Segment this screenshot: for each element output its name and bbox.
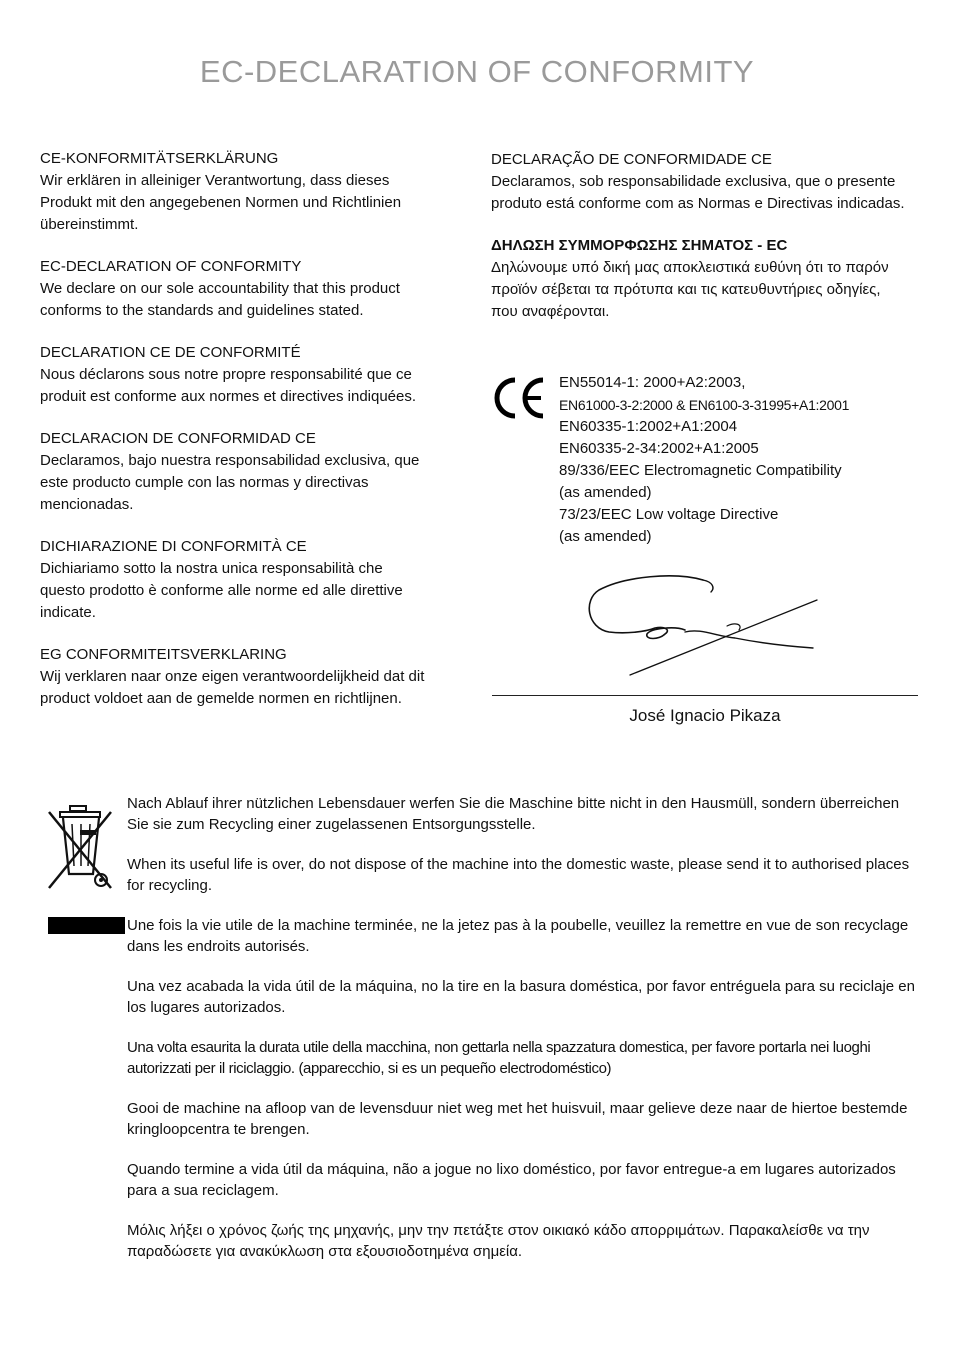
declaration-el — [491, 235, 911, 323]
recycling-notice-de: Nach Ablauf ihrer nützlichen Lebensdauer werfen Sie die Maschine bitte nicht in den Hausmüll, sondern überreichen Sie sie zum Recycling einer zugelassenen Entsorgungsstelle. — [127, 795, 900, 833]
standard-line: 89/336/EEC Electromagnetic Compatibility — [559, 462, 842, 479]
signature-line — [492, 695, 918, 696]
declaration-en — [40, 256, 430, 322]
handwritten-signature — [585, 570, 825, 680]
recycling-notices — [127, 793, 917, 1281]
declaration-it — [40, 536, 430, 624]
recycling-notice-fr: Une fois la vie utile de la machine terminée, ne la jetez pas à la poubelle, veuillez la remettre en vue de son recyclage dans les endroits autorisés. — [127, 917, 909, 955]
declaration-text: Wij verklaren naar onze eigen verantwoordelijkheid dat dit product voldoet aan de gemelde normen en richtlijnen. — [40, 668, 425, 707]
standard-line: EN55014-1: 2000+A2:2003, — [559, 374, 746, 391]
declaration-heading: ΔΗΛΩΣΗ ΣΥΜΜΟΡΦΩΣΗΣ ΣΗΜΑΤΟΣ - EC — [491, 237, 788, 254]
declaration-nl — [40, 644, 430, 710]
declaration-es — [40, 428, 430, 516]
declaration-heading: DECLARACION DE CONFORMIDAD CE — [40, 430, 316, 447]
standard-line: (as amended) — [559, 484, 652, 501]
standards-list — [559, 372, 849, 548]
standard-line: 73/23/EEC Low voltage Directive — [559, 506, 779, 523]
crossed-out-wheelie-bin-icon — [46, 802, 114, 892]
declaration-heading: DECLARAÇÃO DE CONFORMIDADE CE — [491, 151, 772, 168]
declaration-heading: DECLARATION CE DE CONFORMITÉ — [40, 344, 301, 361]
recycling-notice-es: Una vez acabada la vida útil de la máquina, no la tire en la basura doméstica, por favor entréguela para su reciclaje en los lugares autorizados. — [127, 978, 915, 1016]
standard-line: EN60335-1:2002+A1:2004 — [559, 418, 738, 435]
right-declarations — [491, 149, 911, 343]
left-declarations — [40, 148, 430, 730]
declaration-heading: DICHIARAZIONE DI CONFORMITÀ CE — [40, 538, 307, 555]
declaration-text: Wir erklären in alleiniger Verantwortung, dass dieses Produkt mit den angegebenen Normen und Richtlinien übereinstimmt. — [40, 172, 402, 233]
declaration-fr — [40, 342, 430, 408]
weee-black-bar — [48, 917, 125, 934]
declaration-heading: EC-DECLARATION OF CONFORMITY — [40, 258, 302, 275]
recycling-notice-nl: Gooi de machine na afloop van de levensduur niet weg met het huisvuil, maar gelieve deze naar de hiertoe bestemde kringloopcentra te brengen. — [127, 1100, 908, 1138]
standard-line: EN60335-2-34:2002+A1:2005 — [559, 440, 759, 457]
standard-line: EN61000-3-2:2000 & EN6100-3-31995+A1:2001 — [559, 397, 850, 413]
declaration-text: Declaramos, bajo nuestra responsabilidad exclusiva, que este producto cumple con las normas y directivas mencionadas. — [40, 452, 420, 513]
recycling-notice-en: When its useful life is over, do not dispose of the machine into the domestic waste, please send it to authorised places for recycling. — [127, 856, 910, 894]
ce-mark-icon — [491, 376, 549, 420]
declaration-text: Declaramos, sob responsabilidade exclusiva, que o presente produto está conforme com as Normas e Directivas indicadas. — [491, 173, 905, 212]
declaration-heading: EG CONFORMITEITSVERKLARING — [40, 646, 287, 663]
recycling-notice-el: Μόλις λήξει ο χρόνος ζωής της μηχανής, μην την πετάξτε στον οικιακό κάδο απορριμάτων. Παρακαλείσθε να την παραδώσετε για ανακύκλωση στα εξουσιοδοτημένα σημεία. — [127, 1222, 870, 1260]
signer-name: José Ignacio Pikaza — [629, 706, 781, 725]
declaration-de — [40, 148, 430, 236]
standard-line: (as amended) — [559, 528, 652, 545]
page-title: EC-DECLARATION OF CONFORMITY — [199, 54, 755, 89]
declaration-text: Nous déclarons sous notre propre responsabilité que ce produit est conforme aux normes et directives indiquées. — [40, 366, 417, 405]
declaration-heading: CE-KONFORMITÄTSERKLÄRUNG — [40, 150, 279, 167]
declaration-pt — [491, 149, 911, 215]
declaration-text: Δηλώνουμε υπό δική μας αποκλειστικά ευθύνη ότι το παρόν προϊόν σέβεται τα πρότυπα και τις κατευθυντήριες οδηγίες, που αναφέρονται. — [491, 259, 889, 320]
declaration-text: Dichiariamo sotto la nostra unica responsabilità che questo prodotto è conforme alle norme ed alle direttive indicate. — [40, 560, 403, 621]
declaration-text: We declare on our sole accountability that this product conforms to the standards and guidelines stated. — [40, 280, 400, 319]
recycling-notice-it: Una volta esaurita la durata utile della macchina, non gettarla nella spazzatura domestica, per favore portarla nei luoghi autorizzati per il riciclaggio. (apparecchio, si es un pequeño electrodoméstico) — [127, 1039, 871, 1077]
recycling-notice-pt: Quando termine a vida útil da máquina, não a jogue no lixo doméstico, por favor entregue-a em lugares autorizados para a sua reciclagem. — [127, 1161, 896, 1199]
